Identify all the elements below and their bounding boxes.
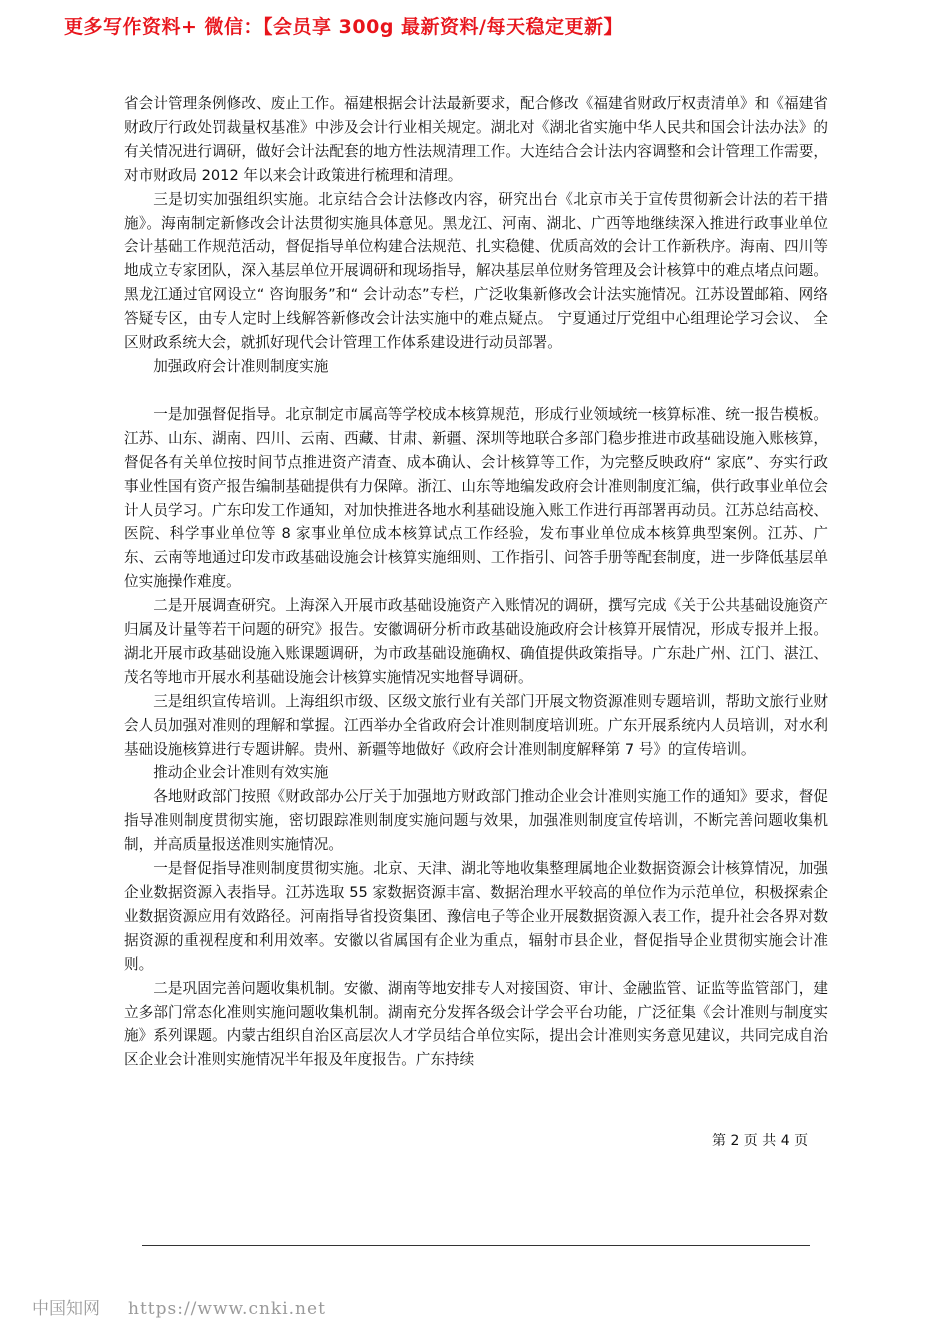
page-number: 第 2 页 共 4 页 [712, 1133, 809, 1149]
paragraph: 一是督促指导准则制度贯彻实施。北京、天津、湖北等地收集整理属地企业数据资源会计核算情况，加强企业数据资源入表指导。江苏选取 55 家数据资源丰富、数据治理水平较高的单位作为示范单位，积极探索企业数据资源应用有效路径。河南指导省投资集团、豫信电子等企业开展数据资源入表工作，提升社会各界对数据资源的重视程度和利用效率。安徽以省属国有企业为重点，辐射市县企业，督促指导企业贯彻实施会计准则。 [124, 860, 828, 973]
footer-divider [142, 1245, 810, 1246]
banner-prefix: 更多写作资料+ 微信： [64, 16, 264, 38]
paragraph: 二是开展调查研究。上海深入开展市政基础设施资产入账情况的调研，撰写完成《关于公共基础设施资产归属及计量等若干问题的研究》报告。安徽调研分析市政基础设施政府会计核算开展情况，形成专报并上报。湖北开展市政基础设施入账课题调研，为市政基础设施确权、确值提供政策指导。广东赴广州、江门、湛江、茂名等地市开展水利基础设施会计核算实施情况实地督导调研。 [124, 597, 828, 686]
paragraph: 三是切实加强组织实施。北京结合会计法修改内容，研究出台《北京市关于宣传贯彻新会计法的若干措施》。海南制定新修改会计法贯彻实施具体意见。黑龙江、河南、湖北、广西等地继续深入推进行政事业单位会计基础工作规范活动，督促指导单位构建合法规范、扎实稳健、优质高效的会计工作新秩序。海南、四川等地成立专家团队，深入基层单位开展调研和现场指导，解决基层单位财务管理及会计核算中的难点堵点问题。黑龙江通过官网设立“ 咨询服务”和“ 会计动态”专栏，广泛收集新修改会计法实施情况。江苏设置邮箱、网络答疑专区，由专人定时上线解答新修改会计法实施中的难点疑点。 宁夏通过厅党组中心组理论学习会议、 全区财政系统大会，就抓好现代会计管理工作体系建设进行动员部署。 [124, 190, 828, 352]
section-heading: 加强政府会计准则制度实施 [153, 357, 329, 375]
paragraph: 三是组织宣传培训。上海组织市级、区级文旅行业有关部门开展文物资源准则专题培训，帮助文旅行业财会人员加强对准则的理解和掌握。江西举办全省政府会计准则制度培训班。广东开展系统内人员培训，对水利基础设施核算进行专题讲解。贵州、新疆等地做好《政府会计准则制度解释第 7 号》的宣传培训。 [124, 692, 828, 758]
cnki-watermark [32, 1294, 326, 1319]
paragraph: 一是加强督促指导。北京制定市属高等学校成本核算规范，形成行业领域统一核算标准、统一报告模板。江苏、山东、湖南、四川、云南、西藏、甘肃、新疆、深圳等地联合多部门稳步推进市政基础设施入账核算，督促各有关单位按时间节点推进资产清查、成本确认、会计核算等工作，为完整反映政府“ 家底”、夯实行政事业性国有资产报告编制基础提供有力保障。浙江、山东等地编发政府会计准则制度汇编，供行政事业单位会计人员学习。广东印发工作通知，对加快推进各地水利基础设施入账工作进行再部署再动员。江苏总结高校、医院、科学事业单位等 8 家事业单位成本核算试点工作经验，发布事业单位成本核算典型案例。江苏、广东、云南等地通过印发市政基础设施会计核算实施细则、工作指引、问答手册等配套制度，进一步降低基层单位实施操作难度。 [124, 405, 828, 591]
blank-line [124, 379, 828, 403]
section-heading: 推动企业会计准则有效实施 [153, 764, 329, 782]
paragraph: 省会计管理条例修改、废止工作。福建根据会计法最新要求，配合修改《福建省财政厅权责清单》和《福建省财政厅行政处罚裁量权基准》中涉及会计行业相关规定。湖北对《湖北省实施中华人民共和国会计法办法》的 有关情况进行调研，做好会计法配套的地方性法规清理工作。大连结合会计法内容调整和会计管理工作需要，对市财政局 2012 年以来会计政策进行梳理和清理。 [124, 95, 828, 184]
document-body [124, 92, 828, 1072]
top-banner [64, 12, 623, 39]
paragraph: 各地财政部门按照《财政部办公厅关于加强地方财政部门推动企业会计准则实施工作的通知》要求，督促指导准则制度贯彻实施，密切跟踪准则制度实施问题与效果，加强准则制度宣传培训，不断完善问题收集机制，并高质量报送准则实施情况。 [124, 788, 828, 854]
banner-highlight: 【会员享 300g 最新资料/每天稳定更新】 [263, 16, 623, 38]
paragraph: 二是巩固完善问题收集机制。安徽、湖南等地安排专人对接国资、审计、金融监管、证监等监管部门，建立多部门常态化准则实施问题收集机制。湖南充分发挥各级会计学会平台功能，广泛征集《会计准则与制度实施》系列课题。内蒙古组织自治区高层次人才学员结合单位实际，提出会计准则实务意见建议，共同完成自治区企业会计准则实施情况半年报及年度报告。广东持续 [124, 979, 828, 1069]
watermark-site-name: 中国知网 [32, 1299, 100, 1319]
watermark-url: https://www.cnki.net [128, 1299, 326, 1319]
